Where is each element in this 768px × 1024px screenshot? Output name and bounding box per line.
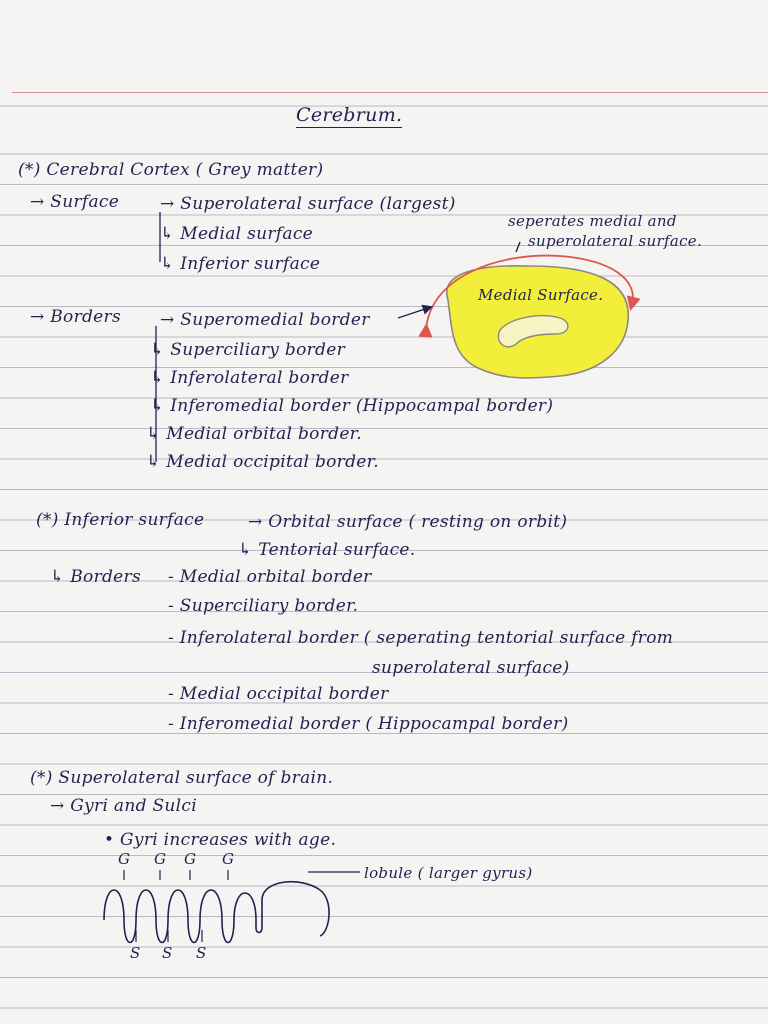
inferior-border-medial-occipital: - Medial occipital border xyxy=(168,684,389,704)
border-item-inferolateral: ↳ Inferolateral border xyxy=(150,368,349,388)
inferior-border-inferolateral-cont: superolateral surface) xyxy=(372,658,570,678)
section-cerebral-cortex-heading: (*) Cerebral Cortex ( Grey matter) xyxy=(18,160,324,180)
border-item-medial-occipital: ↳ Medial occipital border. xyxy=(146,452,379,472)
section-inferior-surface-heading: (*) Inferior surface xyxy=(36,510,205,530)
note-line-2: superolateral surface. xyxy=(528,232,703,250)
medial-surface-label: Medial Surface. xyxy=(478,286,604,304)
page-title: Cerebrum. xyxy=(296,104,403,126)
inferior-surface-tentorial: ↳ Tentorial surface. xyxy=(238,540,416,560)
inferior-border-inferolateral: - Inferolateral border ( seperating tentorial surface from xyxy=(168,628,674,648)
note-line-1: seperates medial and xyxy=(508,212,677,230)
border-item-inferomedial: ↳ Inferomedial border (Hippocampal border) xyxy=(150,396,554,416)
border-item-superomedial: → Superomedial border xyxy=(160,310,370,330)
borders-label: → Borders xyxy=(30,307,121,327)
gyri-wave xyxy=(104,882,329,943)
gyrus-mark: G xyxy=(184,850,197,868)
gyrus-mark: G xyxy=(222,850,235,868)
surface-label: → Surface xyxy=(30,192,120,212)
inferior-surface-orbital: → Orbital surface ( resting on orbit) xyxy=(248,512,568,532)
border-item-medial-orbital: ↳ Medial orbital border. xyxy=(146,424,362,444)
inferior-borders-label: ↳ Borders xyxy=(50,567,141,587)
surface-item-medial: ↳ Medial surface xyxy=(160,224,314,244)
inferior-border-inferomedial: - Inferomedial border ( Hippocampal border) xyxy=(168,714,569,734)
sulcus-mark: S xyxy=(130,944,141,962)
border-item-superciliary: ↳ Superciliary border xyxy=(150,340,346,360)
sulcus-mark: S xyxy=(196,944,207,962)
section-superolateral-heading: (*) Superolateral surface of brain. xyxy=(30,768,334,788)
inferior-border-superciliary: - Superciliary border. xyxy=(168,596,359,616)
surface-item-inferior: ↳ Inferior surface xyxy=(160,254,321,274)
gyrus-mark: G xyxy=(154,850,167,868)
gyrus-mark: G xyxy=(118,850,131,868)
inferior-border-medial-orbital: - Medial orbital border xyxy=(168,567,372,587)
lobule-label: lobule ( larger gyrus) xyxy=(364,864,533,882)
gyri-bullet: • Gyri increases with age. xyxy=(104,830,337,850)
gyri-sulci-subheading: → Gyri and Sulci xyxy=(50,796,197,816)
surface-item-superolateral: → Superolateral surface (largest) xyxy=(160,194,456,214)
sulcus-mark: S xyxy=(162,944,173,962)
